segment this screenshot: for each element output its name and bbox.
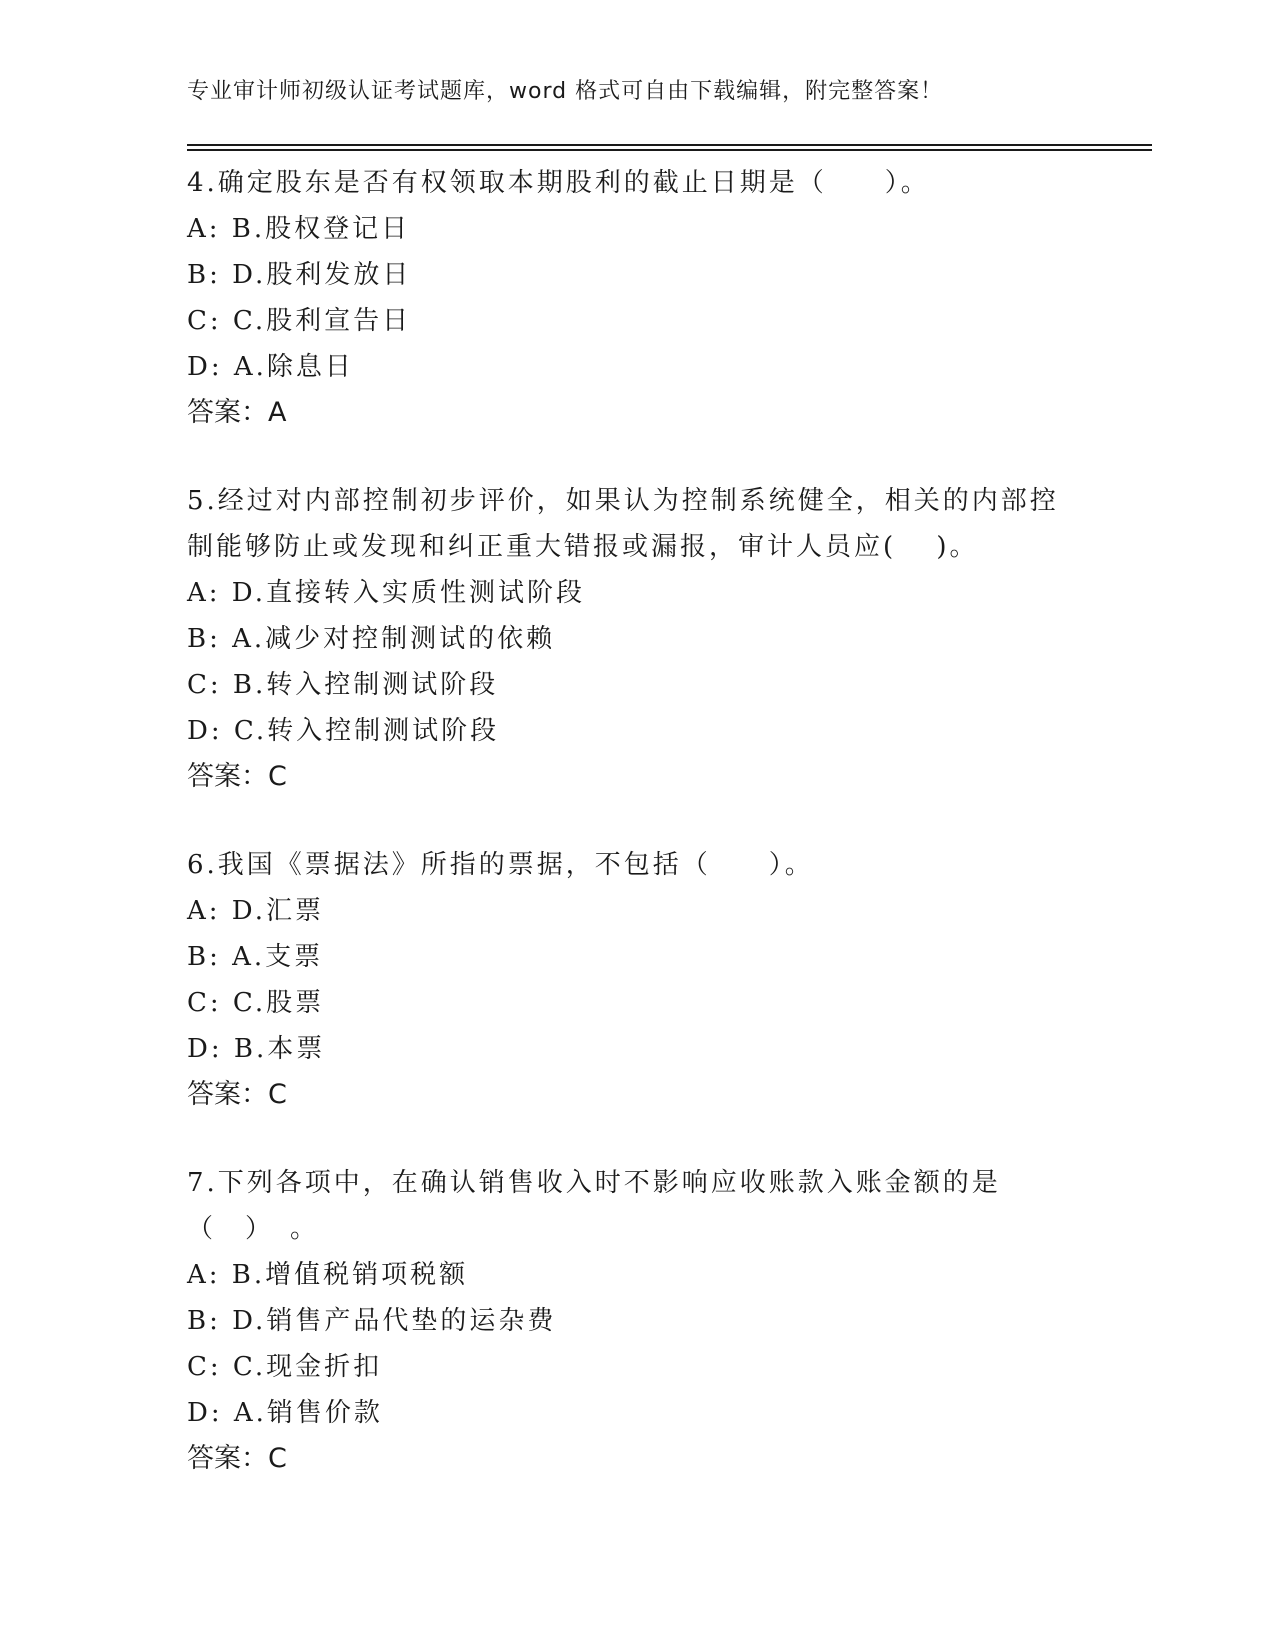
question-text: 4.确定股东是否有权领取本期股利的截止日期是（ ）。 — [187, 168, 930, 198]
option-c: C: C.现金折扣 — [187, 1352, 383, 1382]
option-d: D: A.销售价款 — [187, 1398, 383, 1428]
header-rule-bottom — [187, 149, 1152, 151]
option-b: B: A.支票 — [187, 942, 324, 972]
option-a: A: D.直接转入实质性测试阶段 — [187, 578, 585, 608]
header-rule-top — [187, 144, 1152, 146]
option-a: A: B.股权登记日 — [187, 214, 411, 244]
option-b: B: A.减少对控制测试的依赖 — [187, 624, 556, 654]
question-7 — [187, 1160, 1087, 1482]
option-d: D: C.转入控制测试阶段 — [187, 716, 500, 746]
answer-line: 答案：C — [187, 761, 287, 792]
question-4 — [187, 160, 1087, 436]
question-5 — [187, 478, 1087, 800]
question-text: 5.经过对内部控制初步评价，如果认为控制系统健全，相关的内部控制能够防止或发现和纠正重大错报或漏报，审计人员应( )。 — [187, 486, 1059, 562]
question-list — [187, 160, 1087, 1524]
option-d: D: B.本票 — [187, 1034, 326, 1064]
option-c: C: C.股票 — [187, 988, 325, 1018]
option-b: B: D.股利发放日 — [187, 260, 412, 290]
question-text: 7.下列各项中，在确认销售收入时不影响应收账款入账金额的是（ ） 。 — [187, 1168, 1001, 1244]
option-c: C: C.股利宣告日 — [187, 306, 412, 336]
answer-line: 答案：C — [187, 1079, 287, 1110]
question-6 — [187, 842, 1087, 1118]
option-d: D: A.除息日 — [187, 352, 354, 382]
answer-line: 答案：C — [187, 1443, 287, 1474]
question-text: 6.我国《票据法》所指的票据，不包括（ ）。 — [187, 850, 814, 880]
option-b: B: D.销售产品代垫的运杂费 — [187, 1306, 557, 1336]
page-header: 专业审计师初级认证考试题库，word 格式可自由下载编辑，附完整答案！ — [187, 79, 944, 104]
option-c: C: B.转入控制测试阶段 — [187, 670, 499, 700]
option-a: A: B.增值税销项税额 — [187, 1260, 469, 1290]
answer-line: 答案：A — [187, 397, 287, 428]
option-a: A: D.汇票 — [187, 896, 324, 926]
